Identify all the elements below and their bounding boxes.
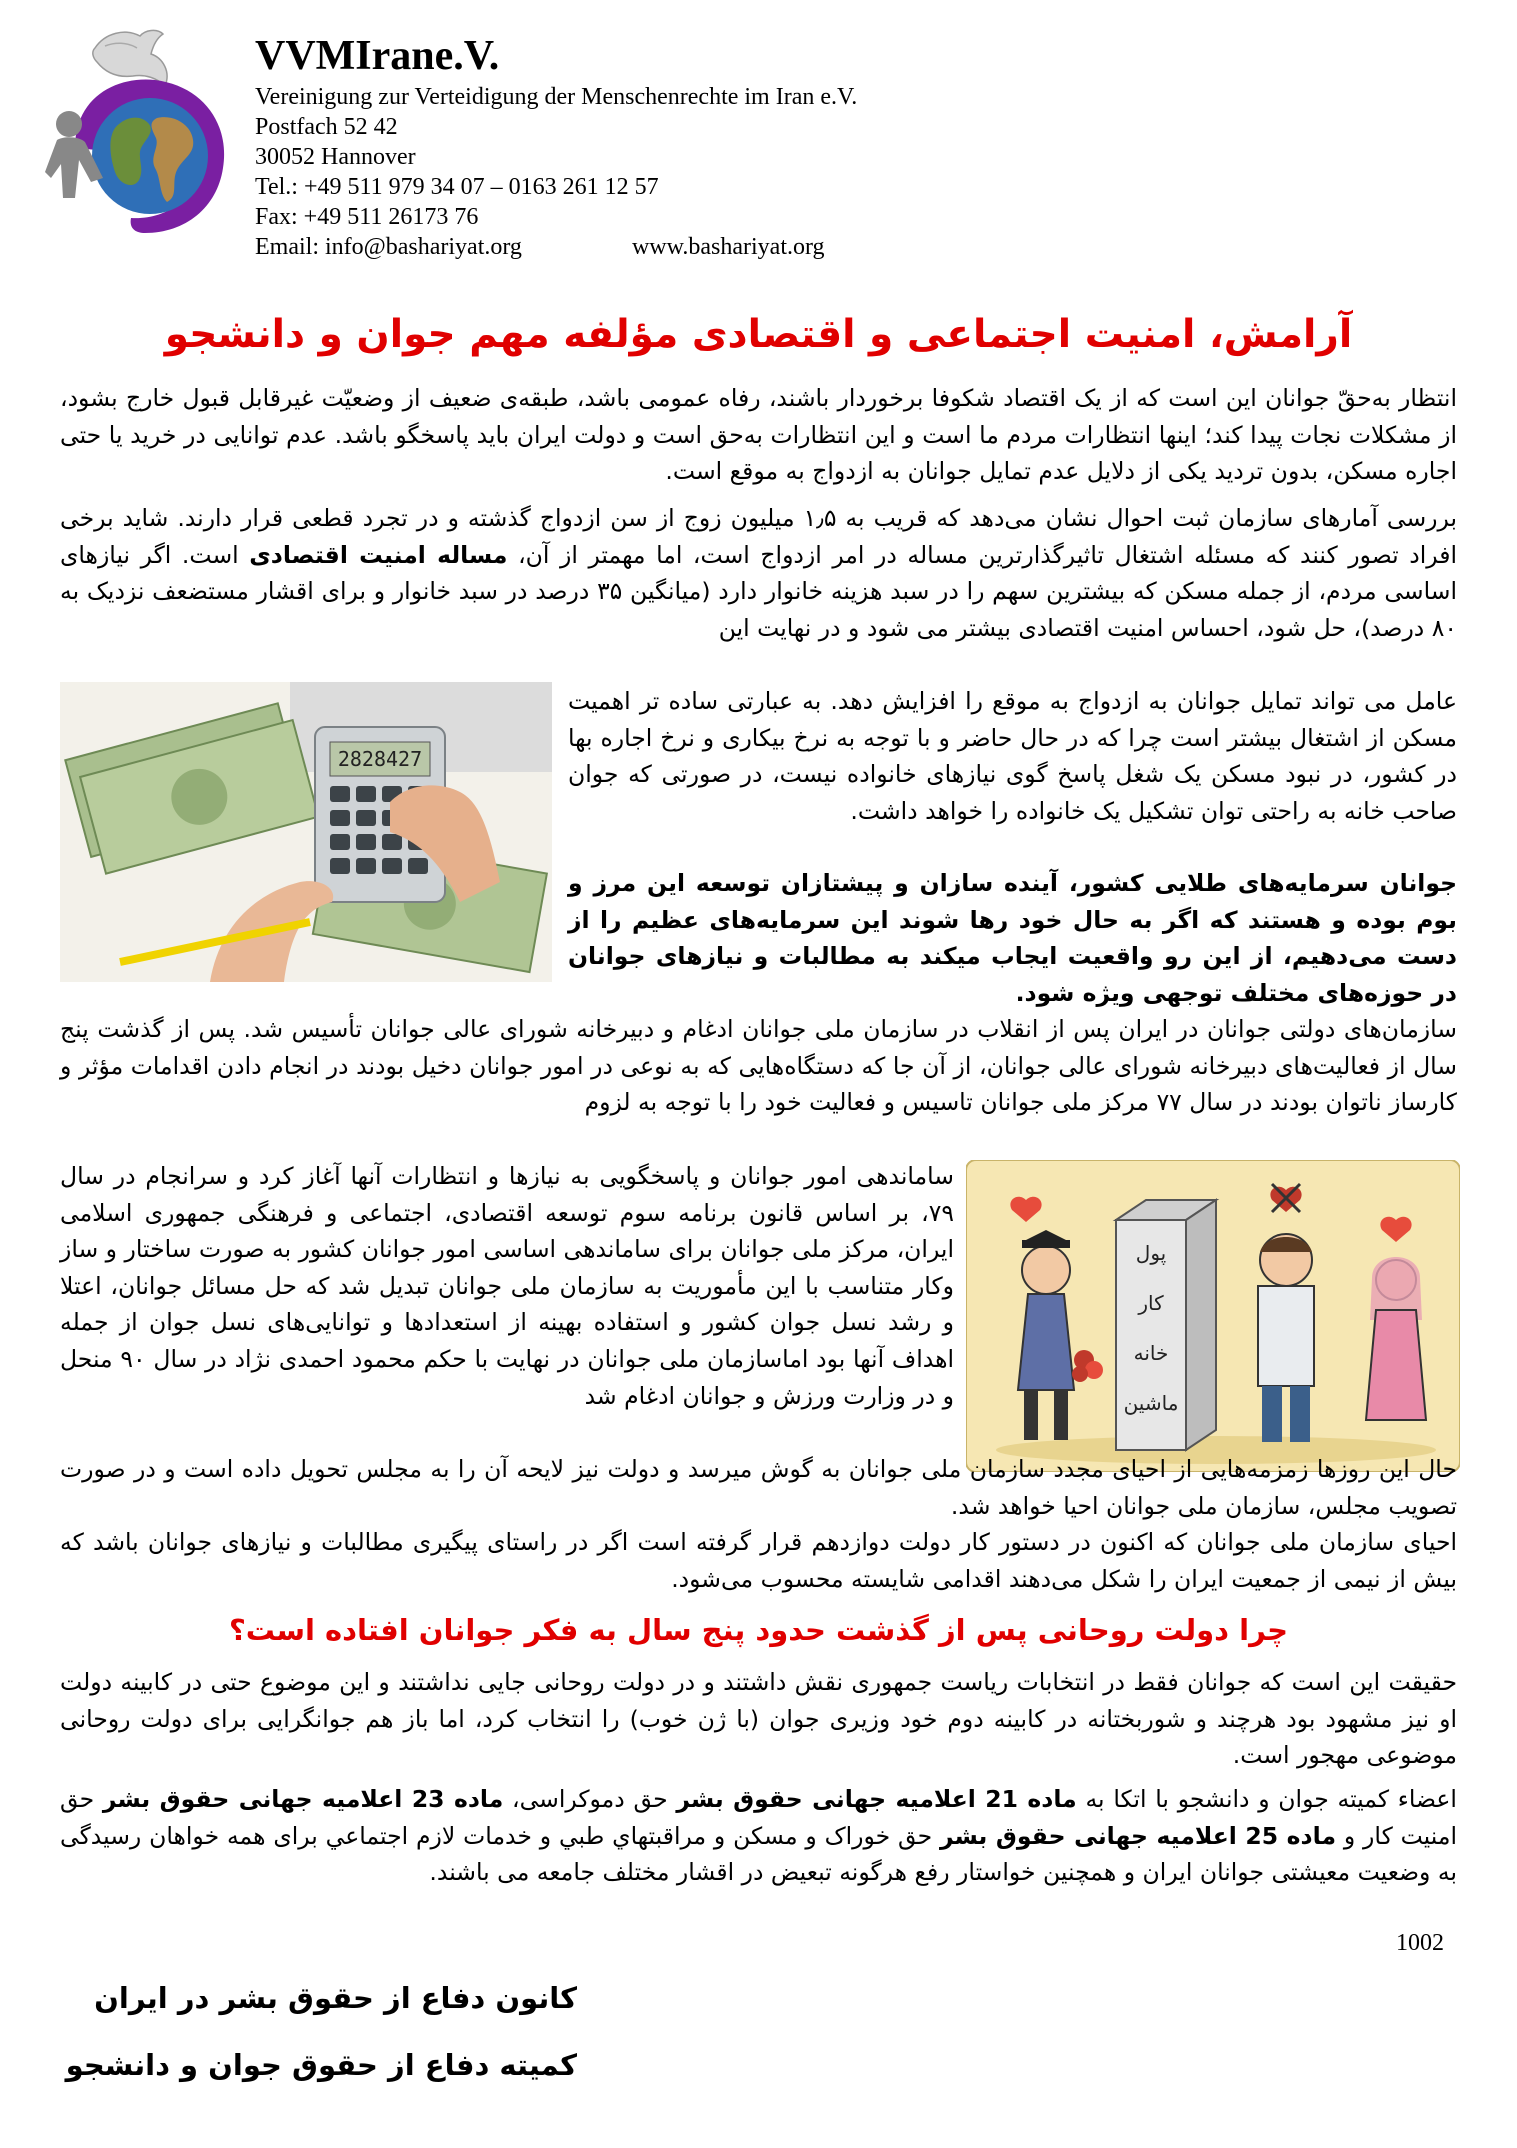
wall-word-work: کار — [1138, 1291, 1164, 1315]
p10-democracy: حق دموکراسی، — [512, 1785, 668, 1813]
signature-youth-student-committee: کمیته دفاع از حقوق جوان و دانشجو — [65, 2048, 577, 2082]
paragraph-2-end: است. اگر نیازهای اساسی مردم، از جمله مسکن که بیشترین سهم را در سبد هزینه خانوار دارد (میانگین ۳۵ درصد در سبد خانوار و برای اقشار مستضعف نزدیک به ۸۰ درصد)، حل شود، احساس امنیت اقتصادی بیشتر می شود و در نهایت این — [60, 540, 1457, 642]
signature-human-rights-association: کانون دفاع از حقوق بشر در ایران — [94, 1981, 577, 2015]
p10-end: حق خوراک و مسکن و مراقبتهاي طبي و خدمات لازم اجتماعي برای همه خواهان رسیدگی به وضعیت معیشتی جوانان ایران و همچنین خواستار رفع هرگونه تبعیض در اقشار مختلف جامعه می باشند. — [60, 1821, 1457, 1887]
page-number: 1002 — [1396, 1930, 1444, 1956]
paragraph-6: ساماندهی امور جوانان و پاسخگویی به نیازها و انتظارات آنها آغاز کرد و سرانجام در سال ۷۹، بر اساس قانون برنامه سوم توسعه اقتصادی، اجتماعی و فرهنگی جمهوری اسلامی ایران، مرکز ملی جوانان برای ساماندهی اساسی امور جوانان کشور به صورت ساختار و ساز وکار متناسب با این مأموریت به سازمان ملی جوانان تبدیل شد که حل مسائل جوانان، اعتلا و رشد نسل جوان کشور و استفاده بهینه از استعدادها و توانایی‌های نسل جوان از جمله اهداف آنها بود اماسازمان ملی جوانان در نهایت با حکم محمود احمدی نژاد در سال ۹۰ منحل و در وزارت ورزش و جوانان ادغام شد — [60, 1162, 954, 1410]
economic-security-emphasis: مساله امنیت اقتصادی — [249, 540, 508, 569]
paragraph-1: انتظار به‌حقّ جوانان این است که از یک اقتصاد شکوفا برخوردار باشند، رفاه عمومی باشد، طبقه‌ی ضعیف از وضعیّت غیرقابل قبول خارج بشود، از مشکلات نجات پیدا کند؛ اینها انتظارات مردم ما است و این انتظارات به‌حق است و دولت ایران باید پاسخگو باشد. عدم توانایی در خرید یا حتی اجاره مسکن، بدون تردید یکی از دلایل عدم تمایل جوانان به ازدواج به موقع است. — [60, 384, 1457, 486]
article-21-ref: ماده 21 اعلامیه جهانی حقوق بشر — [676, 1785, 1077, 1813]
wall-word-car: ماشین — [1123, 1391, 1179, 1415]
org-full-name: Vereinigung zur Verteidigung der Menschenrechte im Iran e.V. — [255, 84, 858, 110]
wall-word-house: خانه — [1133, 1341, 1169, 1365]
organization-logo — [45, 28, 245, 248]
paragraph-8: احیای سازمان ملی جوانان که اکنون در دستور کار دولت دوازدهم قرار گرفته است اگر در راستای پیگیری مطالبات و نیازهای جوانان باشد که بیش از نیمی از جمعیت ایران را شکل می‌دهند اقدامی شایسته محسوب می‌شود. — [60, 1528, 1457, 1593]
p10-intro: اعضاء کمیته جوان و دانشجو با اتکا به — [1085, 1785, 1457, 1813]
p10-work-security: حق امنیت کار و — [60, 1785, 1457, 1850]
paragraph-2 — [60, 500, 1457, 646]
paragraph-7: حال این روزها زمزمه‌هایی از احیای مجدد سازمان ملی جوانان به گوش میرسد و دولت نیز لایحه آن را به مجلس تحویل داده است و در صورت تصویب مجلس، سازمان ملی جوانان احیا خواهد شد. — [60, 1455, 1457, 1520]
telephone: Tel.: +49 511 979 34 07 – 0163 261 12 57 — [255, 174, 659, 200]
paragraph-4-youth-capital: جوانان سرمایه‌های طلایی کشور، آینده سازان و پیشتازان توسعه این مرز و بوم بوده و هستند که اگر به حال خود رها شوند این سرمایه‌های عظیم را از دست می‌دهیم، از این رو واقعیت ایجاب میکند به مطالبات و نیازهای جوانان در حوزه‌های مختلف توجهی ویژه شود. — [568, 869, 1457, 1007]
article-25-ref: ماده 25 اعلامیه جهانی حقوق بشر — [940, 1821, 1336, 1850]
main-title: آرامش، امنیت اجتماعی و اقتصادی مؤلفه مهم جوان و دانشجو — [164, 312, 1353, 357]
article-23-ref: ماده 23 اعلامیه جهانی حقوق بشر — [102, 1785, 504, 1813]
paragraph-5: سازمان‌های دولتی جوانان در ایران پس از انقلاب در سازمان ملی جوانان ادغام و دبیرخانه شورای عالی جوانان تأسیس شد. پس از گذشت پنج سال از فعالیت‌های دبیرخانه شورای عالی جوانان، از آن جا که دستگاه‌هایی که به نوعی در امور جوانان دخیل بودند در انجام دادن اقدامات مؤثر و کارساز ناتوان بودند در سال ۷۷ مرکز ملی جوانان تاسیس و فعالیت خود را با توجه به لزوم — [60, 1015, 1457, 1117]
paragraph-2-start: بررسی آمارهای سازمان ثبت احوال نشان می‌دهد که قریب به ۱٫۵ میلیون زوج از سن ازدواج گذشته و در تجرد قطعی قرار دارند. شاید برخی افراد تصور کنند که مسئله اشتغال تاثیرگذارترین مساله در امر ازدواج است، اما مهمتر از آن، — [60, 504, 1457, 569]
money-calculator-photo — [60, 682, 552, 982]
paragraph-3: عامل می تواند تمایل جوانان به ازدواج به موقع را افزایش دهد. به عبارتی ساده تر اهمیت مسکن از اشتغال بیشتر است چرا که در حال حاضر و با توجه به نرخ بیکاری و نرخ اجاره بها در کشور، در نبود مسکن یک شغل پاسخ گوی نیازهای خانواده نیست، در صورتی که جوان صاحب خانه به راحتی توان تشکیل یک خانواده را خواهد داشت. — [568, 687, 1457, 825]
svg-text:2828427: 2828427 — [337, 747, 423, 771]
letterhead — [255, 30, 1155, 262]
email: Email: info@bashariyat.org — [255, 234, 522, 260]
paragraph-9: حقیقت این است که جوانان فقط در انتخابات ریاست جمهوری نقش داشتند و در دولت روحانی جایی نداشتند و این موضوع حتی در کابینه دولت او نیز مشهود بود هرچند و شوربختانه در کابینه دوم خود وزیری جوان (با ژن خوب) را انتخاب کرد، اما باز هم جوانگرایی برای دولت روحانی موضوعی مهجور است. — [60, 1668, 1457, 1770]
subheading-rouhani-question: چرا دولت روحانی پس از گذشت حدود پنج سال به فکر جوانان افتاده است؟ — [228, 1613, 1289, 1647]
paragraph-10-demands — [60, 1781, 1457, 1891]
city: 30052 Hannover — [255, 144, 416, 170]
wall-word-money: پول — [1135, 1241, 1167, 1265]
fax: Fax: +49 511 26173 76 — [255, 204, 479, 230]
cartoon-wall-illustration — [966, 1160, 1460, 1472]
contact-line — [255, 232, 1155, 262]
website-link[interactable]: www.bashariyat.org — [631, 234, 825, 260]
postfach: Postfach 52 42 — [255, 114, 398, 140]
org-name: VVMIrane.V. — [255, 33, 500, 79]
